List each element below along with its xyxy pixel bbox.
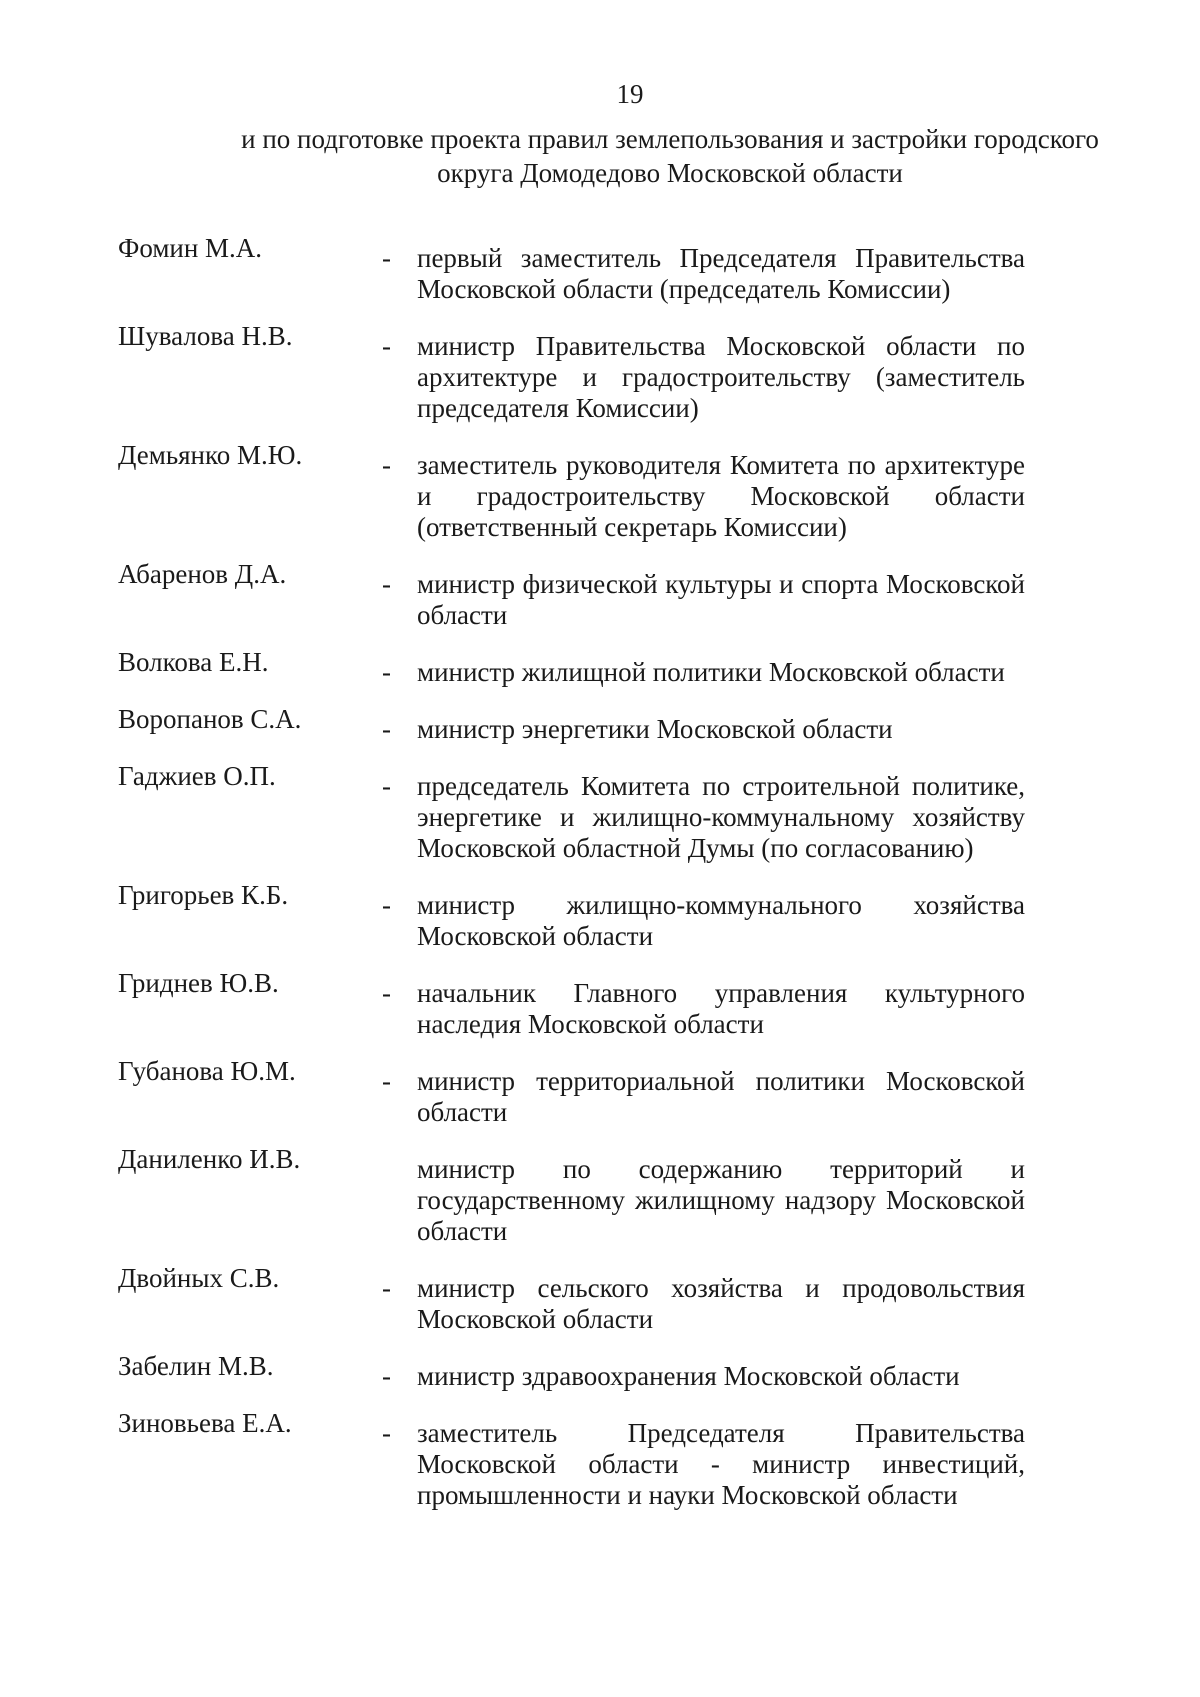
member-name: Воропанов С.А. [118,704,302,734]
member-dash: - [382,450,391,480]
member-name: Григорьев К.Б. [118,880,289,910]
member-row [118,880,1025,952]
member-role: заместитель Председателя Правительства Московской области - министр инвестиций, промышленности и науки Московской области [417,1418,1025,1510]
member-name: Даниленко И.В. [118,1144,301,1174]
member-name: Шувалова Н.В. [118,321,293,351]
member-name: Демьянко М.Ю. [118,440,303,470]
member-dash: - [382,1418,391,1448]
member-name: Волкова Е.Н. [118,647,269,677]
member-role: министр энергетики Московской области [417,714,893,744]
member-role: министр сельского хозяйства и продовольствия Московской области [417,1273,1025,1334]
document-heading: и по подготовке проекта правил землепользования и застройки городского округа Домодедово Московской области [241,124,1099,188]
member-row [118,761,1025,864]
member-role: министр по содержанию территорий и государственному жилищному надзору Московской области [417,1154,1025,1246]
member-dash: - [382,569,391,599]
member-row [118,704,1023,745]
member-role: председатель Комитета по строительной политике, энергетике и жилищно-коммунальному хозяйству Московской областной Думы (по согласованию) [417,771,1025,863]
member-role: министр жилищной политики Московской области [417,657,1005,687]
member-name: Гаджиев О.П. [118,761,276,791]
members-list [118,233,1025,1537]
member-role: министр жилищно-коммунального хозяйства Московской области [417,890,1025,951]
member-role: министр Правительства Московской области по архитектуре и градостроительству (заместитель председателя Комиссии) [417,331,1025,423]
member-row [118,559,1025,631]
member-name: Абаренов Д.А. [118,559,287,589]
member-row [118,233,1025,305]
member-dash: - [382,331,391,361]
member-dash: - [382,978,391,1008]
member-row [118,1056,1025,1128]
member-row [118,321,1025,424]
member-dash: - [382,890,391,920]
member-row [118,968,1025,1040]
member-role: заместитель руководителя Комитета по архитектуре и градостроительству Московской области (ответственный секретарь Комиссии) [417,450,1025,542]
member-dash: - [382,714,391,744]
member-name: Зиновьева Е.А. [118,1408,292,1438]
member-name: Губанова Ю.М. [118,1056,296,1086]
member-role: начальник Главного управления культурного наследия Московской области [417,978,1025,1039]
member-dash: - [382,1273,391,1303]
member-row [118,647,1023,688]
member-role: министр здравоохранения Московской области [417,1361,960,1391]
member-role: министр территориальной политики Московской области [417,1066,1025,1127]
member-name: Фомин М.А. [118,233,263,263]
member-role: министр физической культуры и спорта Московской области [417,569,1025,630]
member-dash: - [382,1361,391,1391]
member-row [118,1144,1025,1247]
member-dash: - [382,771,391,801]
member-row [118,440,1025,543]
member-name: Забелин М.В. [118,1351,274,1381]
member-name: Двойных С.В. [118,1263,280,1293]
member-dash: - [382,1066,391,1096]
member-row [118,1408,1025,1511]
member-dash: - [382,657,391,687]
member-row [118,1351,1023,1392]
member-dash: - [382,243,391,273]
member-row [118,1263,1025,1335]
member-role: первый заместитель Председателя Правительства Московской области (председатель Комиссии) [417,243,1025,304]
page-number: 19 [616,79,644,109]
member-name: Гриднев Ю.В. [118,968,279,998]
